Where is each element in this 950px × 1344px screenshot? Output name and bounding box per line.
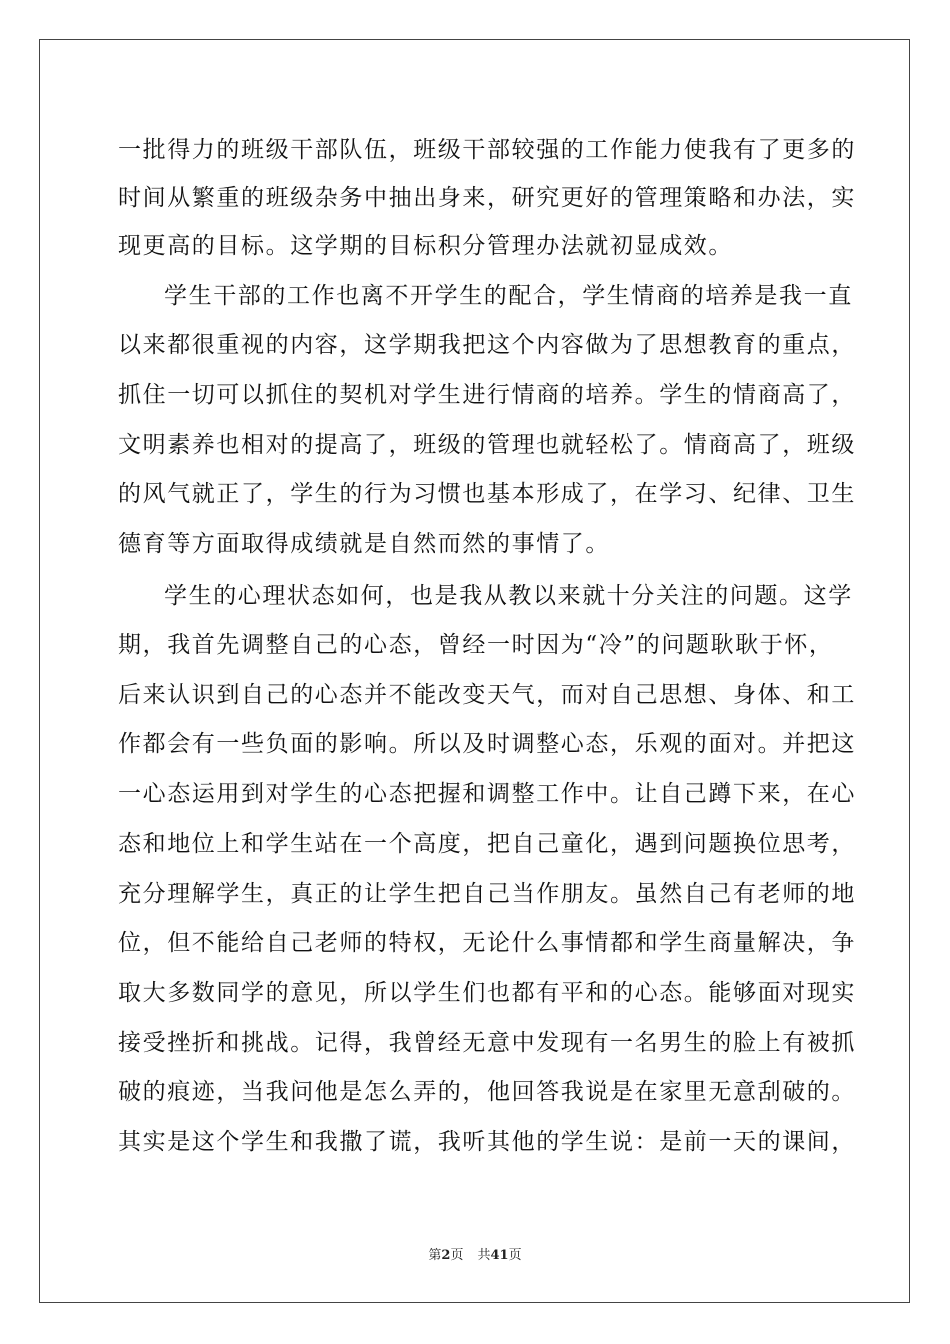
body-line-6: 抓住一切可以抓住的契机对学生进行情商的培养。学生的情商高了， bbox=[118, 382, 856, 408]
body-line-11: 期，我首先调整自己的心态，曾经一时因为“冷”的问题耿耿于怀， bbox=[118, 632, 834, 658]
current-page-number: 2 bbox=[441, 1248, 451, 1263]
body-line-13: 作都会有一些负面的影响。所以及时调整心态，乐观的面对。并把这 bbox=[118, 731, 856, 757]
page-prefix: 第 bbox=[428, 1248, 442, 1263]
total-page-count: 41 bbox=[490, 1248, 509, 1263]
body-line-19: 接受挫折和挑战。记得，我曾经无意中发现有一名男生的脸上有被抓 bbox=[118, 1030, 856, 1056]
body-line-7: 文明素养也相对的提高了，班级的管理也就轻松了。情商高了，班级 bbox=[118, 432, 856, 458]
total-suffix: 页 bbox=[508, 1248, 522, 1263]
body-line-14: 一心态运用到对学生的心态把握和调整工作中。让自己蹲下来，在心 bbox=[118, 781, 856, 807]
body-line-16: 充分理解学生，真正的让学生把自己当作朋友。虽然自己有老师的地 bbox=[118, 881, 856, 907]
body-line-10: 学生的心理状态如何，也是我从教以来就十分关注的问题。这学 bbox=[164, 583, 853, 609]
body-line-5: 以来都很重视的内容，这学期我把这个内容做为了思想教育的重点， bbox=[118, 332, 856, 358]
page-border bbox=[39, 39, 910, 1303]
body-line-15: 态和地位上和学生站在一个高度，把自己童化，遇到问题换位思考， bbox=[118, 831, 856, 857]
body-line-20: 破的痕迹，当我问他是怎么弄的，他回答我说是在家里无意刮破的。 bbox=[118, 1079, 856, 1105]
page-footer bbox=[0, 1246, 950, 1266]
body-line-18: 取大多数同学的意见，所以学生们也都有平和的心态。能够面对现实 bbox=[118, 980, 856, 1006]
body-line-4: 学生干部的工作也离不开学生的配合，学生情商的培养是我一直 bbox=[164, 283, 853, 309]
body-line-9: 德育等方面取得成绩就是自然而然的事情了。 bbox=[118, 531, 610, 557]
body-line-3: 现更高的目标。这学期的目标积分管理办法就初显成效。 bbox=[118, 233, 733, 259]
body-line-17: 位，但不能给自己老师的特权，无论什么事情都和学生商量解决，争 bbox=[118, 930, 856, 956]
body-line-12: 后来认识到自己的心态并不能改变天气，而对自己思想、身体、和工 bbox=[118, 682, 856, 708]
body-line-21: 其实是这个学生和我撒了谎，我听其他的学生说：是前一天的课间， bbox=[118, 1129, 856, 1155]
body-line-2: 时间从繁重的班级杂务中抽出身来，研究更好的管理策略和办法，实 bbox=[118, 185, 856, 211]
body-line-8: 的风气就正了，学生的行为习惯也基本形成了，在学习、纪律、卫生 bbox=[118, 481, 856, 507]
body-line-1: 一批得力的班级干部队伍，班级干部较强的工作能力使我有了更多的 bbox=[118, 137, 856, 163]
page-suffix: 页 bbox=[450, 1248, 464, 1263]
total-prefix: 共 bbox=[477, 1248, 491, 1263]
